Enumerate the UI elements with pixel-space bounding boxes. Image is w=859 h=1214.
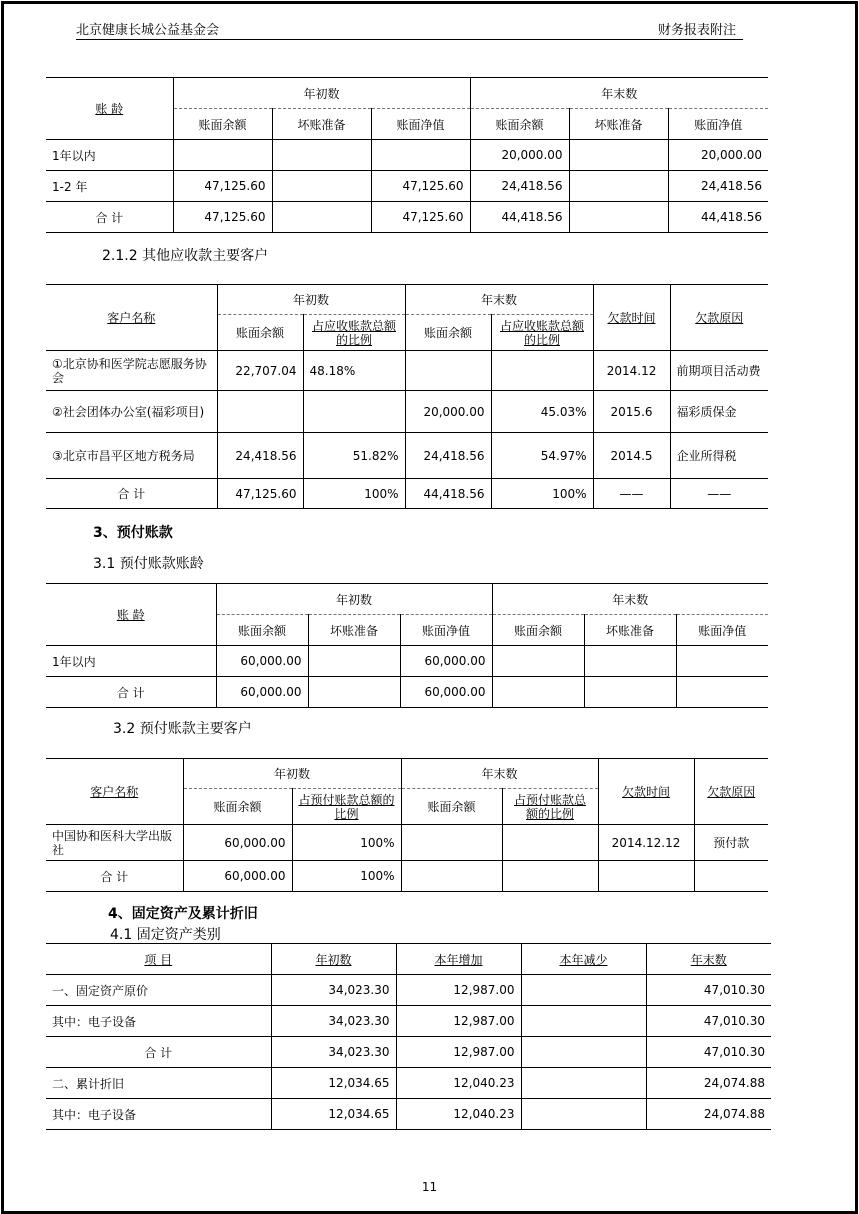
section-heading: 3.2 预付账款主要客户: [113, 721, 252, 737]
header-customer-name: 客户名称: [46, 759, 183, 825]
header-begin: 年初数: [173, 78, 470, 109]
table-cell: 20,000.00: [668, 140, 768, 171]
header-doc-title: 财务报表附注: [658, 23, 737, 38]
table-cell: 48.18%: [303, 351, 405, 391]
subtotal-row: [46, 1037, 771, 1068]
table-row: [46, 171, 768, 202]
table-cell: 60,000.00: [400, 646, 492, 677]
header-item: 项 目: [46, 944, 271, 975]
table-cell: 1-2 年: [46, 171, 173, 202]
receivables-aging-table: [46, 77, 768, 233]
table-cell: 22,707.04: [217, 351, 303, 391]
table-cell: 100%: [491, 479, 593, 509]
header-cell: 账面余额: [470, 109, 569, 140]
table-cell: 合 计: [46, 861, 183, 892]
header-cell: 账面余额: [405, 315, 491, 351]
table-row: [46, 391, 768, 433]
header-begin: 年初数: [183, 759, 401, 789]
table-cell: 51.82%: [303, 433, 405, 479]
header-time: 欠款时间: [598, 759, 694, 825]
table-cell: 47,125.60: [217, 479, 303, 509]
table-cell: [569, 140, 668, 171]
table-cell: [492, 677, 584, 708]
table-cell: 100%: [292, 861, 401, 892]
table-cell: [173, 140, 272, 171]
table-row: [46, 975, 771, 1006]
prepayment-customers-table: [46, 758, 768, 892]
table-cell: [491, 351, 593, 391]
section-heading: 3、预付账款: [93, 525, 173, 541]
receivables-customers-table: [46, 284, 768, 509]
table-cell: 60,000.00: [183, 825, 292, 861]
table-cell: ②社会团体办公室(福彩项目): [46, 391, 217, 433]
table-cell: 福彩质保金: [670, 391, 768, 433]
table-cell: [521, 1006, 646, 1037]
table-cell: ③北京市昌平区地方税务局: [46, 433, 217, 479]
table-cell: [308, 646, 400, 677]
table-row: [46, 433, 768, 479]
header-cell: 坏账准备: [569, 109, 668, 140]
prepayment-aging-table: [46, 583, 768, 708]
table-cell: [405, 351, 491, 391]
table-cell: [521, 1099, 646, 1130]
table-cell: 一、固定资产原价: [46, 975, 271, 1006]
header-cell: 账面余额: [401, 789, 502, 825]
table-cell: 47,010.30: [646, 1037, 771, 1068]
table-cell: 企业所得税: [670, 433, 768, 479]
header-cell: 账面净值: [371, 109, 470, 140]
table-cell: [598, 861, 694, 892]
table-cell: 合 计: [46, 202, 173, 233]
table-cell: 24,418.56: [405, 433, 491, 479]
table-row: [46, 1099, 771, 1130]
table-row: [46, 825, 768, 861]
table-cell: [272, 171, 371, 202]
section-heading: 3.1 预付账款账龄: [93, 556, 204, 572]
table-cell: 100%: [292, 825, 401, 861]
table-row: [46, 1068, 771, 1099]
table-cell: [272, 202, 371, 233]
table-cell: 12,040.23: [396, 1068, 521, 1099]
table-row: [46, 646, 768, 677]
total-row: [46, 202, 768, 233]
table-cell: [502, 861, 598, 892]
table-cell: 47,125.60: [173, 171, 272, 202]
table-cell: 二、累计折旧: [46, 1068, 271, 1099]
table-cell: [584, 646, 676, 677]
table-cell: 100%: [303, 479, 405, 509]
header-cell: 账面余额: [492, 615, 584, 646]
header-cell: 本年减少: [521, 944, 646, 975]
table-cell: 60,000.00: [400, 677, 492, 708]
header-cell: 占预付账款总额的比例: [502, 789, 598, 825]
table-cell: ①北京协和医学院志愿服务协会: [46, 351, 217, 391]
table-cell: 中国协和医科大学出版社: [46, 825, 183, 861]
table-cell: [521, 1068, 646, 1099]
header-cell: 年末数: [646, 944, 771, 975]
table-cell: 前期项目活动费: [670, 351, 768, 391]
table-cell: [569, 202, 668, 233]
table-cell: 34,023.30: [271, 975, 396, 1006]
table-cell: 12,987.00: [396, 1037, 521, 1068]
table-cell: 合 计: [46, 479, 217, 509]
header-org-name: 北京健康长城公益基金会: [76, 23, 220, 38]
table-cell: 2014.5: [593, 433, 670, 479]
table-cell: 12,040.23: [396, 1099, 521, 1130]
fixed-assets-table: [46, 943, 771, 1130]
header-end: 年末数: [401, 759, 598, 789]
header-cell: 占预付账款总额的比例: [292, 789, 401, 825]
table-cell: 其中：电子设备: [46, 1099, 271, 1130]
table-cell: [521, 975, 646, 1006]
table-cell: 47,010.30: [646, 1006, 771, 1037]
table-cell: 60,000.00: [216, 646, 308, 677]
table-cell: [303, 391, 405, 433]
header-cell: 账面余额: [216, 615, 308, 646]
header-begin: 年初数: [216, 584, 492, 615]
header-cell: 账面余额: [217, 315, 303, 351]
header-reason: 欠款原因: [694, 759, 768, 825]
header-cell: 账面净值: [676, 615, 768, 646]
header-cell: 占应收账款总额的比例: [491, 315, 593, 351]
header-cell: 本年增加: [396, 944, 521, 975]
table-cell: 12,034.65: [271, 1099, 396, 1130]
table-cell: 47,125.60: [371, 171, 470, 202]
table-cell: 45.03%: [491, 391, 593, 433]
header-rule: [76, 39, 743, 40]
header-reason: 欠款原因: [670, 285, 768, 351]
table-cell: 2014.12.12: [598, 825, 694, 861]
table-cell: [584, 677, 676, 708]
table-cell: 2015.6: [593, 391, 670, 433]
table-cell: 34,023.30: [271, 1006, 396, 1037]
table-cell: 24,418.56: [470, 171, 569, 202]
table-cell: [401, 825, 502, 861]
table-cell: [401, 861, 502, 892]
header-cell: 年初数: [271, 944, 396, 975]
header-cell: 坏账准备: [308, 615, 400, 646]
table-cell: 1年以内: [46, 140, 173, 171]
table-cell: 60,000.00: [183, 861, 292, 892]
table-cell: 合 计: [46, 1037, 271, 1068]
table-cell: ——: [670, 479, 768, 509]
header-age: 账 龄: [46, 78, 173, 140]
table-cell: 47,010.30: [646, 975, 771, 1006]
table-row: [46, 1006, 771, 1037]
total-row: [46, 861, 768, 892]
table-cell: [492, 646, 584, 677]
header-cell: 账面余额: [173, 109, 272, 140]
section-heading: 4、固定资产及累计折旧: [108, 906, 258, 922]
table-cell: 47,125.60: [371, 202, 470, 233]
table-cell: 24,418.56: [217, 433, 303, 479]
table-cell: 20,000.00: [405, 391, 491, 433]
table-cell: 24,074.88: [646, 1099, 771, 1130]
table-cell: 其中：电子设备: [46, 1006, 271, 1037]
header-end: 年末数: [470, 78, 768, 109]
header-age: 账 龄: [46, 584, 216, 646]
header-cell: 坏账准备: [584, 615, 676, 646]
section-heading: 2.1.2 其他应收款主要客户: [102, 248, 269, 264]
table-cell: 20,000.00: [470, 140, 569, 171]
table-cell: 合 计: [46, 677, 216, 708]
table-cell: 44,418.56: [470, 202, 569, 233]
table-cell: 44,418.56: [405, 479, 491, 509]
header-customer-name: 客户名称: [46, 285, 217, 351]
header-begin: 年初数: [217, 285, 405, 315]
header-cell: 占应收账款总额的比例: [303, 315, 405, 351]
table-cell: ——: [593, 479, 670, 509]
page-number: 11: [421, 1180, 438, 1194]
header-cell: 坏账准备: [272, 109, 371, 140]
table-cell: 44,418.56: [668, 202, 768, 233]
total-row: [46, 479, 768, 509]
header-cell: 账面余额: [183, 789, 292, 825]
table-cell: [676, 677, 768, 708]
table-cell: [371, 140, 470, 171]
table-cell: 1年以内: [46, 646, 216, 677]
table-row: [46, 140, 768, 171]
table-cell: 12,987.00: [396, 1006, 521, 1037]
table-cell: [272, 140, 371, 171]
table-cell: [521, 1037, 646, 1068]
table-cell: 12,987.00: [396, 975, 521, 1006]
table-cell: 54.97%: [491, 433, 593, 479]
header-end: 年末数: [405, 285, 593, 315]
table-cell: 24,418.56: [668, 171, 768, 202]
header-cell: 账面净值: [400, 615, 492, 646]
table-cell: 2014.12: [593, 351, 670, 391]
table-cell: 60,000.00: [216, 677, 308, 708]
table-cell: [694, 861, 768, 892]
table-cell: [308, 677, 400, 708]
header-time: 欠款时间: [593, 285, 670, 351]
header-cell: 账面净值: [668, 109, 768, 140]
section-heading: 4.1 固定资产类别: [110, 927, 221, 943]
table-cell: [217, 391, 303, 433]
table-cell: 34,023.30: [271, 1037, 396, 1068]
table-row: [46, 351, 768, 391]
table-cell: 47,125.60: [173, 202, 272, 233]
total-row: [46, 677, 768, 708]
header-end: 年末数: [492, 584, 768, 615]
table-cell: [502, 825, 598, 861]
table-cell: [569, 171, 668, 202]
table-cell: [676, 646, 768, 677]
table-cell: 24,074.88: [646, 1068, 771, 1099]
table-cell: 预付款: [694, 825, 768, 861]
table-cell: 12,034.65: [271, 1068, 396, 1099]
